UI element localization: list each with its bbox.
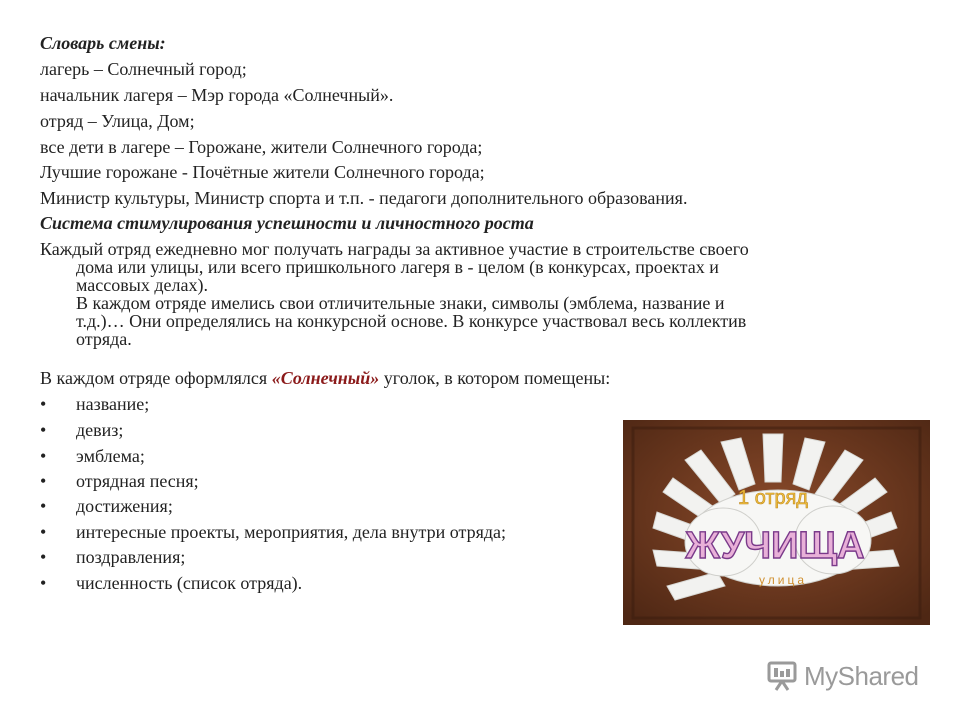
sun-emblem-image	[623, 420, 930, 625]
list-item-text: достижения;	[76, 496, 173, 516]
list-item-text: эмблема;	[76, 446, 145, 466]
emblem-caption-top: 1 отряд	[738, 487, 808, 509]
dictionary-item: лагерь – Солнечный город;	[40, 59, 247, 79]
corner-line	[40, 367, 610, 389]
list-item	[40, 546, 185, 568]
bullet-icon: •	[40, 446, 47, 466]
paragraph-line: массовых делах).	[76, 275, 208, 295]
list-item	[40, 419, 123, 441]
paragraph-line: т.д.)… Они определялись на конкурсной основе. В конкурсе участвовал весь коллектив	[76, 311, 747, 331]
bullet-icon: •	[40, 420, 47, 440]
sun-emblem-photo	[623, 420, 930, 625]
list-item	[40, 495, 173, 517]
list-item	[40, 445, 145, 467]
list-item-text: интересные проекты, мероприятия, дела внутри отряда;	[76, 522, 507, 542]
dictionary-item: Лучшие горожане - Почётные жители Солнечного города;	[40, 162, 485, 182]
corner-line-before: В каждом отряде оформлялся	[40, 368, 272, 388]
paragraph-line: В каждом отряде имелись свои отличительные знаки, символы (эмблема, название и	[76, 293, 725, 313]
emblem-caption-bottom: улица	[759, 573, 807, 587]
list-item-text: отрядная песня;	[76, 471, 199, 491]
corner-line-accent: «Солнечный»	[271, 368, 380, 388]
list-item	[40, 521, 506, 543]
corner-line-after: уголок, в котором помещены:	[379, 368, 611, 388]
dictionary-item: начальник лагеря – Мэр города «Солнечный».	[40, 85, 394, 105]
emblem-caption-main: ЖУЧИЩА	[685, 525, 865, 567]
rewards-paragraph	[40, 240, 910, 348]
list-item-text: девиз;	[76, 420, 124, 440]
bullet-icon: •	[40, 547, 47, 567]
bullet-icon: •	[40, 573, 47, 593]
system-heading: Система стимулирования успешности и личностного роста	[40, 213, 534, 233]
paragraph-line: Каждый отряд ежедневно мог получать награды за активное участие в строительстве своего	[40, 239, 749, 259]
bullet-icon: •	[40, 496, 47, 516]
paragraph-line: дома или улицы, или всего пришкольного лагеря в - целом (в конкурсах, проектах и	[76, 257, 719, 277]
list-item-text: поздравления;	[76, 547, 186, 567]
list-item-text: название;	[76, 394, 150, 414]
myshared-logo	[766, 656, 926, 696]
dictionary-heading: Словарь смены:	[40, 33, 166, 53]
dictionary-item: все дети в лагере – Горожане, жители Солнечного города;	[40, 137, 483, 157]
list-item-text: численность (список отряда).	[76, 573, 303, 593]
list-item	[40, 470, 199, 492]
dictionary-item: отряд – Улица, Дом;	[40, 111, 195, 131]
logo-text: MyShared	[804, 660, 919, 691]
bullet-icon: •	[40, 522, 47, 542]
dictionary-item: Министр культуры, Министр спорта и т.п. - педагоги дополнительного образования.	[40, 188, 688, 208]
paragraph-line: отряда.	[76, 329, 132, 349]
bullet-icon: •	[40, 394, 47, 414]
bullet-icon: •	[40, 471, 47, 491]
list-item	[40, 572, 302, 594]
presentation-board-icon	[766, 660, 798, 692]
list-item	[40, 393, 149, 415]
